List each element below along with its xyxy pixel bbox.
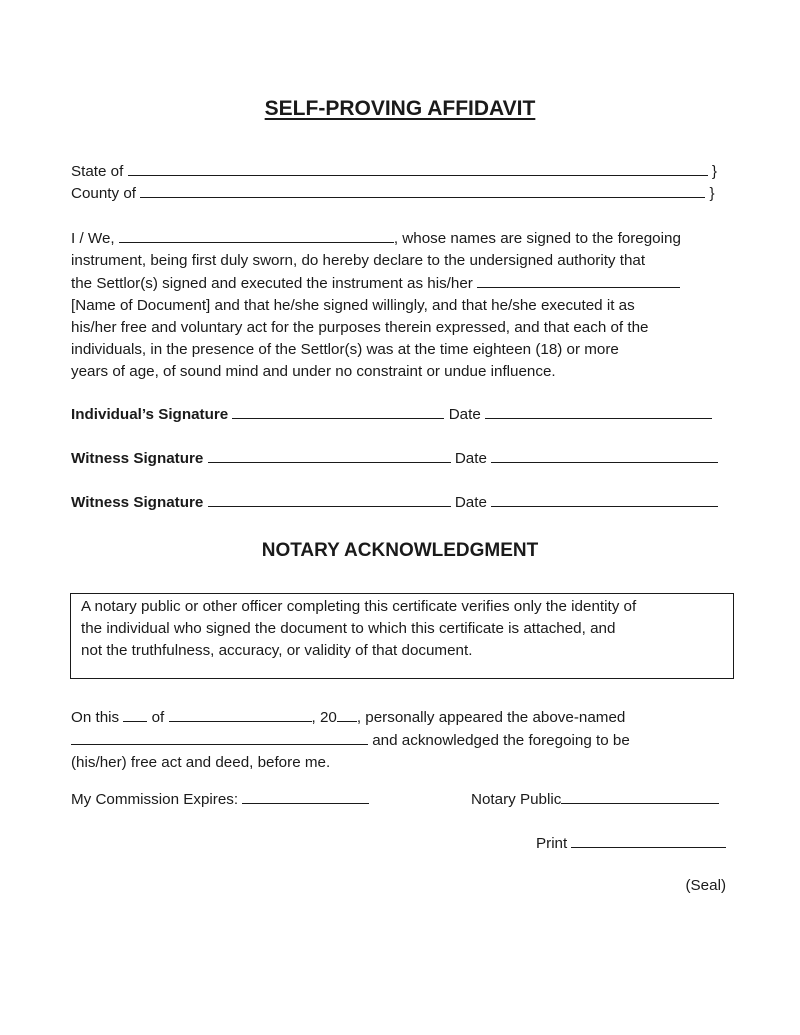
declarant-suffix: , whose names are signed to the foregoing (393, 230, 681, 247)
appeared-text: , personally appeared the above-named (356, 709, 626, 726)
notary-public-blank[interactable] (561, 788, 719, 804)
declarant-prefix: I / We, (71, 230, 115, 247)
acknowledged-text: and acknowledged the foregoing to be (372, 732, 630, 749)
notary-title: NOTARY ACKNOWLEDGMENT (261, 540, 539, 561)
of-text: of (151, 709, 165, 726)
individual-date-blank[interactable] (485, 403, 712, 419)
notary-notice-box (70, 593, 734, 679)
county-row (71, 182, 715, 205)
commission-blank[interactable] (242, 788, 369, 804)
state-label: State of (71, 163, 124, 180)
declaration-line-1 (71, 227, 731, 250)
signature-row-witness-1 (71, 447, 718, 470)
witness-2-signature-blank[interactable] (208, 491, 451, 507)
witness-2-date-label: Date (454, 494, 487, 511)
year-prefix: , 20 (311, 709, 337, 726)
declaration-line-7: years of age, of sound mind and under no constraint or undue influence. (71, 363, 556, 380)
acknowledgment-line-1 (71, 706, 731, 729)
county-brace: } (709, 185, 715, 202)
document-name-blank[interactable] (477, 272, 680, 288)
notice-line-3: not the truthfulness, accuracy, or validity of that document. (81, 642, 473, 659)
acknowledgment-paragraph (71, 706, 731, 774)
on-this-text: On this (71, 709, 120, 726)
individual-signature-label: Individual’s Signature (71, 406, 229, 423)
individual-date-label: Date (448, 406, 481, 423)
notice-line-1: A notary public or other officer completing this certificate verifies only the identity of (81, 598, 637, 615)
individual-signature-blank[interactable] (232, 403, 444, 419)
declaration-line-4: [Name of Document] and that he/she signed willingly, and that he/she executed it as (71, 297, 635, 314)
notary-public-row (471, 788, 719, 811)
day-blank[interactable] (123, 706, 147, 722)
county-label: County of (71, 185, 137, 202)
witness-2-date-blank[interactable] (491, 491, 718, 507)
notary-public-label: Notary Public (471, 791, 562, 808)
appeared-name-blank[interactable] (71, 729, 368, 745)
seal-label: (Seal) (685, 877, 726, 894)
witness-1-signature-blank[interactable] (208, 447, 451, 463)
settlor-text: the Settlor(s) signed and executed the instrument as his/her (71, 275, 473, 292)
county-blank[interactable] (140, 182, 705, 198)
acknowledgment-line-2 (71, 729, 731, 752)
declaration-line-5: his/her free and voluntary act for the purposes therein expressed, and that each of the (71, 319, 649, 336)
declaration-line-2: instrument, being first duly sworn, do hereby declare to the undersigned authority that (71, 252, 646, 269)
declaration-line-6: individuals, in the presence of the Settlor(s) was at the time eighteen (18) or more (71, 341, 619, 358)
witness-1-date-label: Date (454, 450, 487, 467)
state-row (71, 160, 717, 183)
witness-1-signature-label: Witness Signature (71, 450, 204, 467)
declaration-line-3 (71, 272, 731, 295)
declarant-names-blank[interactable] (119, 227, 394, 243)
witness-2-signature-label: Witness Signature (71, 494, 204, 511)
witness-1-date-blank[interactable] (491, 447, 718, 463)
document-title: SELF-PROVING AFFIDAVIT (264, 97, 536, 120)
state-blank[interactable] (128, 160, 708, 176)
year-blank[interactable] (337, 706, 357, 722)
signature-row-witness-2 (71, 491, 718, 514)
acknowledgment-line-3: (his/her) free act and deed, before me. (71, 754, 331, 771)
month-blank[interactable] (169, 706, 312, 722)
notice-line-2: the individual who signed the document to which this certificate is attached, and (81, 620, 616, 637)
print-label: Print (536, 835, 568, 852)
commission-row (71, 788, 369, 811)
declaration-paragraph (71, 227, 731, 383)
signature-row-individual (71, 403, 712, 426)
state-brace: } (711, 163, 717, 180)
commission-label: My Commission Expires: (71, 791, 239, 808)
print-row (536, 832, 726, 855)
print-blank[interactable] (571, 832, 726, 848)
